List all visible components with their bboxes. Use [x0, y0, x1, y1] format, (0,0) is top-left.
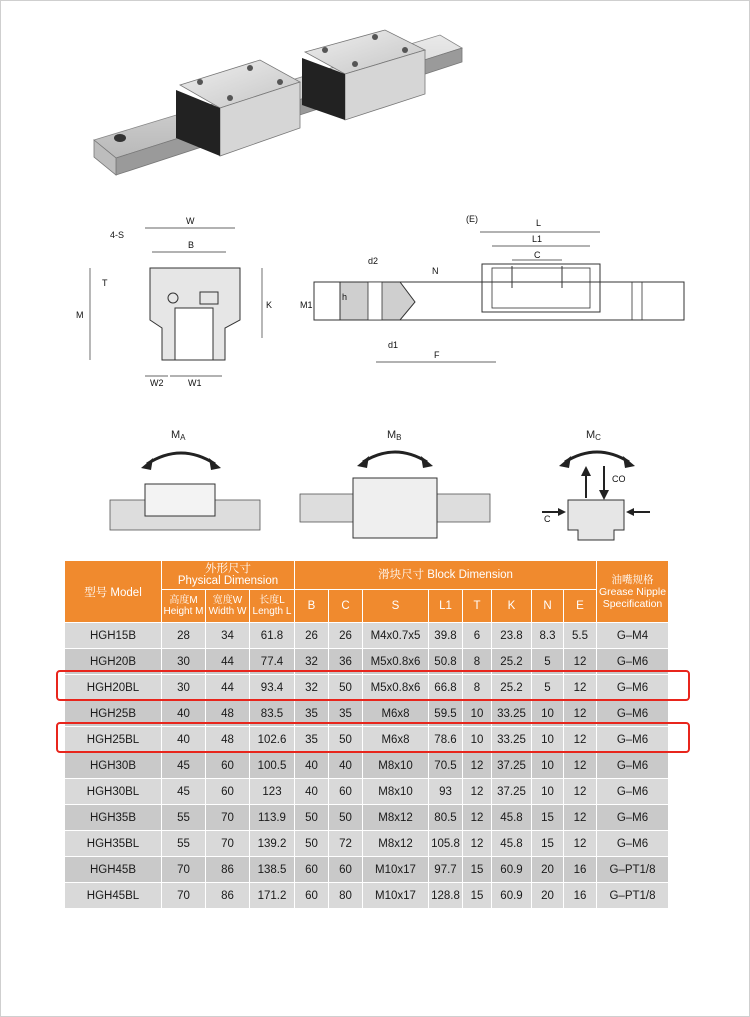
- cell-model: HGH30BL: [65, 779, 162, 805]
- cell-c: 26: [329, 623, 363, 649]
- spec-table-body: [65, 623, 669, 909]
- cell-k: 33.25: [492, 701, 532, 727]
- cell-width-w: 70: [206, 831, 250, 857]
- cell-s: M4x0.7x5: [363, 623, 429, 649]
- cell-width-w: 44: [206, 649, 250, 675]
- cell-k: 37.25: [492, 779, 532, 805]
- cell-b: 50: [295, 805, 329, 831]
- header-height: [162, 590, 206, 623]
- cell-s: M6x8: [363, 727, 429, 753]
- cell-height-m: 70: [162, 883, 206, 909]
- cell-s: M6x8: [363, 701, 429, 727]
- cell-n: 5: [532, 675, 564, 701]
- header-grease-cn: 油嘴规格: [611, 573, 654, 586]
- cell-l1: 50.8: [429, 649, 463, 675]
- moment-a-main: M: [171, 429, 181, 441]
- cell-grease: G–M6: [597, 649, 669, 675]
- header-grease-en1: Grease Nipple: [598, 585, 667, 598]
- header-c: C: [329, 590, 363, 623]
- label-b: B: [188, 240, 195, 250]
- cell-height-m: 28: [162, 623, 206, 649]
- cell-c: 80: [329, 883, 363, 909]
- header-physical-dimension: [162, 561, 295, 590]
- cell-t: 15: [463, 857, 492, 883]
- cell-n: 10: [532, 701, 564, 727]
- label-e: (E): [466, 214, 478, 224]
- header-width-en: Width W: [208, 606, 247, 617]
- product-photo: [80, 10, 500, 200]
- header-width-cn: 宽度W: [212, 595, 243, 606]
- cell-height-m: 55: [162, 805, 206, 831]
- label-w2: W2: [150, 378, 164, 388]
- cell-s: M8x12: [363, 805, 429, 831]
- cell-e: 12: [564, 727, 597, 753]
- cell-grease: G–PT1/8: [597, 883, 669, 909]
- cell-t: 10: [463, 701, 492, 727]
- header-grease-nipple: [597, 561, 669, 623]
- cell-width-w: 34: [206, 623, 250, 649]
- header-block-dimension: 滑块尺寸 Block Dimension: [295, 561, 597, 590]
- highlight-hgh20bl: [56, 670, 690, 701]
- cell-length-l: 171.2: [250, 883, 295, 909]
- highlight-hgh25bl: [56, 722, 690, 753]
- svg-text:MB: [387, 429, 402, 442]
- header-l1: L1: [429, 590, 463, 623]
- cell-n: 10: [532, 779, 564, 805]
- cell-l1: 59.5: [429, 701, 463, 727]
- cell-l1: 97.7: [429, 857, 463, 883]
- cell-l1: 93: [429, 779, 463, 805]
- cell-e: 12: [564, 779, 597, 805]
- cell-length-l: 77.4: [250, 649, 295, 675]
- cell-k: 37.25: [492, 753, 532, 779]
- cell-e: 16: [564, 857, 597, 883]
- cell-l1: 66.8: [429, 675, 463, 701]
- table-row: [65, 623, 669, 649]
- cell-model: HGH20BL: [65, 675, 162, 701]
- cell-l1: 105.8: [429, 831, 463, 857]
- cell-k: 25.2: [492, 675, 532, 701]
- cell-height-m: 30: [162, 649, 206, 675]
- svg-text:MC: [586, 429, 601, 442]
- cell-b: 26: [295, 623, 329, 649]
- cell-k: 45.8: [492, 805, 532, 831]
- label-f: F: [434, 350, 440, 360]
- moment-b-sub: B: [396, 433, 402, 442]
- cell-n: 10: [532, 727, 564, 753]
- cell-c: 60: [329, 857, 363, 883]
- cell-height-m: 40: [162, 727, 206, 753]
- cell-n: 5: [532, 649, 564, 675]
- cell-k: 23.8: [492, 623, 532, 649]
- cell-model: HGH25BL: [65, 727, 162, 753]
- cell-c: 50: [329, 727, 363, 753]
- cell-b: 35: [295, 701, 329, 727]
- cell-l1: 78.6: [429, 727, 463, 753]
- cell-l1: 70.5: [429, 753, 463, 779]
- cell-l1: 128.8: [429, 883, 463, 909]
- cell-e: 16: [564, 883, 597, 909]
- cell-grease: G–M6: [597, 831, 669, 857]
- cell-c: 50: [329, 675, 363, 701]
- cell-grease: G–M6: [597, 779, 669, 805]
- cell-b: 60: [295, 857, 329, 883]
- cell-length-l: 123: [250, 779, 295, 805]
- header-model: 型号 Model: [65, 561, 162, 623]
- cell-width-w: 86: [206, 857, 250, 883]
- cell-model: HGH30B: [65, 753, 162, 779]
- label-w1: W1: [188, 378, 202, 388]
- moment-b-main: M: [387, 429, 397, 441]
- header-e: E: [564, 590, 597, 623]
- cell-n: 15: [532, 805, 564, 831]
- cell-grease: G–M4: [597, 623, 669, 649]
- cell-length-l: 139.2: [250, 831, 295, 857]
- cross-section-drawing: [70, 210, 300, 390]
- cell-k: 45.8: [492, 831, 532, 857]
- label-l: L: [536, 218, 542, 228]
- header-height-cn: 高度M: [169, 595, 198, 606]
- cell-t: 12: [463, 805, 492, 831]
- cell-width-w: 60: [206, 779, 250, 805]
- cell-grease: G–M6: [597, 701, 669, 727]
- label-h: h: [342, 292, 348, 302]
- header-s: S: [363, 590, 429, 623]
- cell-s: M8x12: [363, 831, 429, 857]
- header-length-cn: 长度L: [259, 595, 285, 606]
- cell-length-l: 83.5: [250, 701, 295, 727]
- cell-s: M8x10: [363, 753, 429, 779]
- cell-t: 6: [463, 623, 492, 649]
- cell-e: 12: [564, 753, 597, 779]
- cell-height-m: 55: [162, 831, 206, 857]
- table-row: [65, 883, 669, 909]
- cell-l1: 80.5: [429, 805, 463, 831]
- cell-height-m: 45: [162, 753, 206, 779]
- cell-height-m: 40: [162, 701, 206, 727]
- cell-grease: G–M6: [597, 805, 669, 831]
- cell-t: 12: [463, 831, 492, 857]
- cell-grease: G–M6: [597, 727, 669, 753]
- cell-k: 60.9: [492, 883, 532, 909]
- label-c: C: [534, 250, 541, 260]
- cell-e: 12: [564, 675, 597, 701]
- cell-s: M10x17: [363, 883, 429, 909]
- cell-width-w: 48: [206, 701, 250, 727]
- cell-b: 32: [295, 649, 329, 675]
- cell-t: 10: [463, 727, 492, 753]
- cell-e: 12: [564, 831, 597, 857]
- cell-t: 12: [463, 753, 492, 779]
- cell-s: M5x0.8x6: [363, 675, 429, 701]
- label-n: N: [432, 266, 439, 276]
- cell-e: 5.5: [564, 623, 597, 649]
- cell-n: 10: [532, 753, 564, 779]
- cell-length-l: 61.8: [250, 623, 295, 649]
- cell-model: HGH35B: [65, 805, 162, 831]
- table-row: [65, 753, 669, 779]
- cell-model: HGH25B: [65, 701, 162, 727]
- cell-e: 12: [564, 649, 597, 675]
- label-k: K: [266, 300, 273, 310]
- cell-length-l: 138.5: [250, 857, 295, 883]
- moment-diagram-b: [295, 420, 495, 545]
- moment-a-sub: A: [180, 433, 186, 442]
- cell-height-m: 45: [162, 779, 206, 805]
- cell-length-l: 100.5: [250, 753, 295, 779]
- header-width: [206, 590, 250, 623]
- header-grease-en2: Specification: [602, 597, 663, 610]
- cell-b: 32: [295, 675, 329, 701]
- moment-diagram-c: [530, 420, 665, 545]
- cell-c: 40: [329, 753, 363, 779]
- label-c-force: C: [544, 514, 551, 524]
- cell-c: 50: [329, 805, 363, 831]
- cell-s: M5x0.8x6: [363, 649, 429, 675]
- cell-t: 8: [463, 675, 492, 701]
- label-4s: 4-S: [110, 230, 125, 240]
- cell-s: M8x10: [363, 779, 429, 805]
- cell-b: 60: [295, 883, 329, 909]
- cell-l1: 39.8: [429, 623, 463, 649]
- cell-c: 36: [329, 649, 363, 675]
- header-length-en: Length L: [252, 606, 292, 617]
- table-row: [65, 805, 669, 831]
- label-l1: L1: [532, 234, 543, 244]
- side-elevation-drawing: [300, 210, 690, 380]
- table-row: [65, 857, 669, 883]
- cell-n: 15: [532, 831, 564, 857]
- moment-c-main: M: [586, 429, 596, 441]
- cell-width-w: 70: [206, 805, 250, 831]
- cell-width-w: 44: [206, 675, 250, 701]
- cell-height-m: 70: [162, 857, 206, 883]
- cell-k: 33.25: [492, 727, 532, 753]
- cell-length-l: 93.4: [250, 675, 295, 701]
- cell-n: 8.3: [532, 623, 564, 649]
- cell-length-l: 113.9: [250, 805, 295, 831]
- table-row: [65, 831, 669, 857]
- header-k: K: [492, 590, 532, 623]
- cell-model: HGH35BL: [65, 831, 162, 857]
- header-t: T: [463, 590, 492, 623]
- cell-grease: G–M6: [597, 675, 669, 701]
- label-m: M: [76, 310, 84, 320]
- cell-c: 60: [329, 779, 363, 805]
- cell-e: 12: [564, 701, 597, 727]
- cell-t: 15: [463, 883, 492, 909]
- cell-t: 8: [463, 649, 492, 675]
- cell-n: 20: [532, 883, 564, 909]
- header-length: [250, 590, 295, 623]
- cell-k: 25.2: [492, 649, 532, 675]
- cell-width-w: 60: [206, 753, 250, 779]
- cell-height-m: 30: [162, 675, 206, 701]
- cell-width-w: 86: [206, 883, 250, 909]
- moment-c-sub: C: [595, 433, 601, 442]
- svg-text:MA: [171, 429, 186, 442]
- cell-c: 72: [329, 831, 363, 857]
- header-height-en: Height M: [163, 606, 204, 617]
- cell-grease: G–PT1/8: [597, 857, 669, 883]
- table-row: [65, 779, 669, 805]
- header-physical-cn: 外形尺寸: [205, 563, 251, 575]
- label-d1: d1: [388, 340, 399, 350]
- cell-model: HGH45BL: [65, 883, 162, 909]
- label-t: T: [102, 278, 108, 288]
- cell-c: 35: [329, 701, 363, 727]
- label-w: W: [186, 216, 195, 226]
- cell-width-w: 48: [206, 727, 250, 753]
- cell-b: 40: [295, 753, 329, 779]
- cell-s: M10x17: [363, 857, 429, 883]
- cell-n: 20: [532, 857, 564, 883]
- moment-diagram-a: [105, 420, 265, 535]
- cell-b: 40: [295, 779, 329, 805]
- header-n: N: [532, 590, 564, 623]
- cell-model: HGH15B: [65, 623, 162, 649]
- cell-length-l: 102.6: [250, 727, 295, 753]
- cell-b: 35: [295, 727, 329, 753]
- label-co: CO: [612, 474, 626, 484]
- cell-model: HGH20B: [65, 649, 162, 675]
- cell-e: 12: [564, 805, 597, 831]
- label-m1: M1: [300, 300, 313, 310]
- label-d2: d2: [368, 256, 379, 266]
- header-b: B: [295, 590, 329, 623]
- cell-k: 60.9: [492, 857, 532, 883]
- cell-b: 50: [295, 831, 329, 857]
- cell-grease: G–M6: [597, 753, 669, 779]
- cell-model: HGH45B: [65, 857, 162, 883]
- header-physical-en: Physical Dimension: [177, 575, 279, 587]
- cell-t: 12: [463, 779, 492, 805]
